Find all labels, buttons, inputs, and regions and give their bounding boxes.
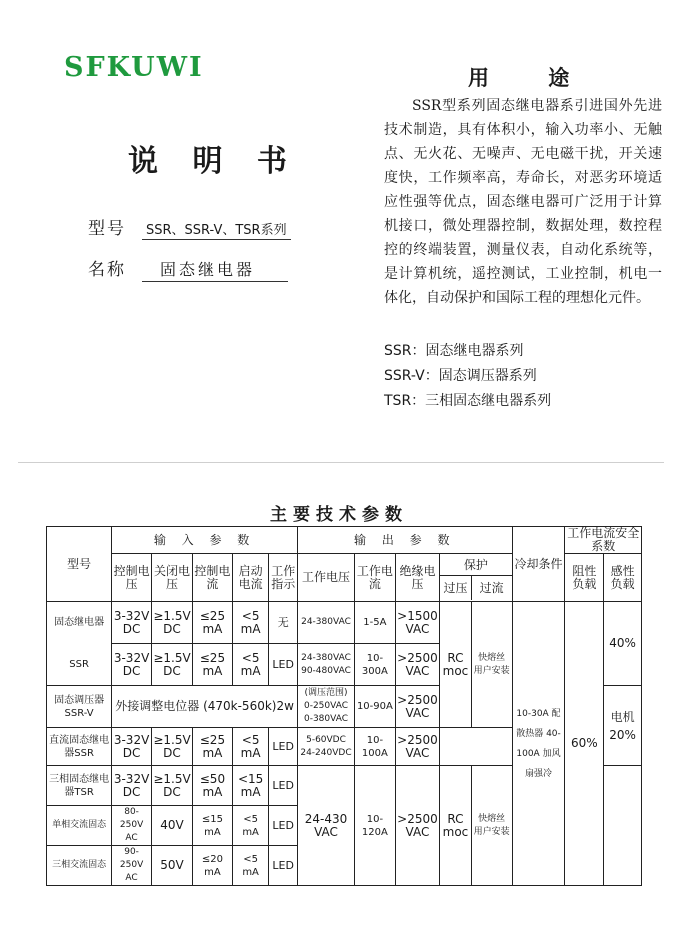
cell-work-v-lower: 24-430 VAC — [297, 766, 354, 886]
series-item-ssr: SSR：固态继电器系列 — [384, 343, 524, 359]
col-model: 型号 — [47, 527, 112, 602]
cell-work-i: 1-5A — [355, 602, 396, 644]
spec-table — [46, 526, 642, 886]
cell-model: 固态调压器 SSR-V — [47, 686, 112, 728]
page-divider — [18, 462, 664, 463]
name-label: 名称 — [88, 260, 126, 280]
cell-induct-load-empty — [604, 766, 642, 886]
cell-indicator: LED — [269, 806, 298, 846]
table-row — [47, 602, 642, 644]
usage-title: 用 途 — [468, 65, 596, 90]
cell-resist-load: 60% — [565, 602, 604, 886]
cell-ctrl-v: 3-32V DC — [112, 602, 152, 644]
document-title: 说 明 书 — [128, 144, 299, 179]
cell-over-i-bottom: 快熔丝 用户安装 — [471, 766, 512, 886]
cell-insul-v: >2500 VAC — [395, 644, 439, 686]
cell-indicator: 无 — [269, 602, 298, 644]
name-value: 固态继电器 — [142, 257, 288, 282]
cell-over-v-bottom: RC moc — [440, 766, 472, 886]
cell-ctrl-v: 3-32V DC — [112, 728, 152, 766]
col-work-v: 工作电压 — [297, 554, 354, 602]
cell-induct-load-1: 40% — [604, 602, 642, 686]
cell-off-v: ≥1.5V DC — [151, 602, 192, 644]
col-over-v: 过压 — [440, 576, 472, 600]
col-indicator: 工作指示 — [269, 554, 298, 602]
cell-indicator: LED — [269, 644, 298, 686]
cell-start-i: <5 mA — [232, 644, 269, 686]
cell-work-i: 10-90A — [355, 686, 396, 728]
name-field — [88, 255, 288, 282]
model-field — [88, 214, 291, 240]
col-ctrl-v: 控制电压 — [112, 554, 152, 602]
cell-ctrl-i: ≤15 mA — [193, 806, 233, 846]
cell-ctrl-i: ≤25 mA — [193, 728, 233, 766]
col-off-v: 关闭电压 — [151, 554, 192, 602]
cell-model: 单相交流固态 — [47, 806, 112, 846]
cell-ctrl-v: 80-250V AC — [112, 806, 152, 846]
cell-work-v: (调压范围) 0-250VAC 0-380VAC — [297, 686, 354, 728]
series-item-tsr: TSR：三相固态继电器系列 — [384, 393, 552, 409]
model-value: SSR、SSR-V、TSR系列 — [142, 219, 291, 240]
cell-work-v: 24-380VAC 90-480VAC — [297, 644, 354, 686]
cell-start-i: <5 mA — [232, 602, 269, 644]
cell-insul-v-lower: >2500 VAC — [395, 766, 439, 886]
cell-work-i: 10-300A — [355, 644, 396, 686]
cell-off-v: 50V — [151, 846, 192, 886]
cell-start-i: <15 mA — [232, 766, 269, 806]
col-work-i: 工作电流 — [355, 554, 396, 602]
cell-ctrl-v: 90-250V AC — [112, 846, 152, 886]
table-title: 主要技术参数 — [270, 505, 408, 525]
output-group-header: 输 出 参 数 — [297, 527, 512, 554]
input-group-header: 输 入 参 数 — [112, 527, 298, 554]
cell-induct-load-2: 电机 20% — [604, 686, 642, 766]
brand-logo: SFKUWI — [64, 52, 204, 83]
col-ctrl-i: 控制电流 — [193, 554, 233, 602]
col-resist-load: 阻性负载 — [565, 554, 604, 602]
cell-cooling: 10-30A 配散热器 40-100A 加风扇强冷 — [512, 602, 565, 886]
cell-indicator: LED — [269, 728, 298, 766]
model-label: 型号 — [88, 219, 126, 239]
protect-label: 保护 — [440, 555, 511, 576]
cell-protect-empty — [440, 728, 512, 766]
col-protect — [440, 554, 512, 602]
cell-insul-v: >1500 VAC — [395, 602, 439, 644]
col-induct-load: 感性负载 — [604, 554, 642, 602]
usage-body — [384, 94, 662, 310]
cell-model: SSR — [47, 644, 112, 686]
safety-header: 工作电流安全系数 — [565, 527, 642, 554]
cell-ctrl-i: ≤25 mA — [193, 602, 233, 644]
col-over-i: 过流 — [479, 581, 504, 595]
cell-off-v: ≥1.5V DC — [151, 728, 192, 766]
cell-ctrl-v: 3-32V DC — [112, 644, 152, 686]
cell-model: 三相交流固态 — [47, 846, 112, 886]
cell-insul-v: >2500 VAC — [395, 686, 439, 728]
cell-start-i: <5 mA — [232, 806, 269, 846]
cell-work-v: 5-60VDC 24-240VDC — [297, 728, 354, 766]
usage-paragraph: SSR型系列固态继电器系引进国外先进技术制造，具有体积小，输入功率小、无触点、无火花、无噪声、无电磁干扰，开关速度快，工作频率高，寿命长，对恶劣环境适应性强等优点，固态继电器可广泛用于计算机接口，微处理器控制，数据处理，数控程控的终端装置，测量仪表，自动化系统等，是计算机统，遥控测试，工业控制，机电一体化，自动保护和国际工程的理想化元件。 — [384, 98, 662, 306]
cell-input-combined: 外接调整电位器 (470k-560k)2w — [112, 686, 298, 728]
cell-off-v: ≥1.5V DC — [151, 644, 192, 686]
cell-over-i-top: 快熔丝 用户安装 — [471, 602, 512, 728]
cell-model: 三相固态继电器TSR — [47, 766, 112, 806]
cell-ctrl-i: ≤25 mA — [193, 644, 233, 686]
cell-indicator: LED — [269, 766, 298, 806]
col-start-i: 启动电流 — [232, 554, 269, 602]
cell-off-v: ≥1.5V DC — [151, 766, 192, 806]
cell-ctrl-i: ≤20 mA — [193, 846, 233, 886]
cell-ctrl-i: ≤50 mA — [193, 766, 233, 806]
cell-start-i: <5 mA — [232, 728, 269, 766]
series-item-ssr-v: SSR-V：固态调压器系列 — [384, 368, 537, 384]
col-cooling: 冷却条件 — [512, 527, 565, 602]
cell-insul-v: >2500 VAC — [395, 728, 439, 766]
cell-work-i-lower: 10-120A — [355, 766, 396, 886]
cell-model: 固态继电器 — [47, 602, 112, 644]
cell-over-v-top: RC moc — [440, 602, 472, 728]
cell-indicator: LED — [269, 846, 298, 886]
cell-ctrl-v: 3-32V DC — [112, 766, 152, 806]
cell-work-i: 10-100A — [355, 728, 396, 766]
col-insul-v: 绝缘电压 — [395, 554, 439, 602]
cell-work-v: 24-380VAC — [297, 602, 354, 644]
cell-start-i: <5 mA — [232, 846, 269, 886]
cell-off-v: 40V — [151, 806, 192, 846]
cell-model: 直流固态继电器SSR — [47, 728, 112, 766]
